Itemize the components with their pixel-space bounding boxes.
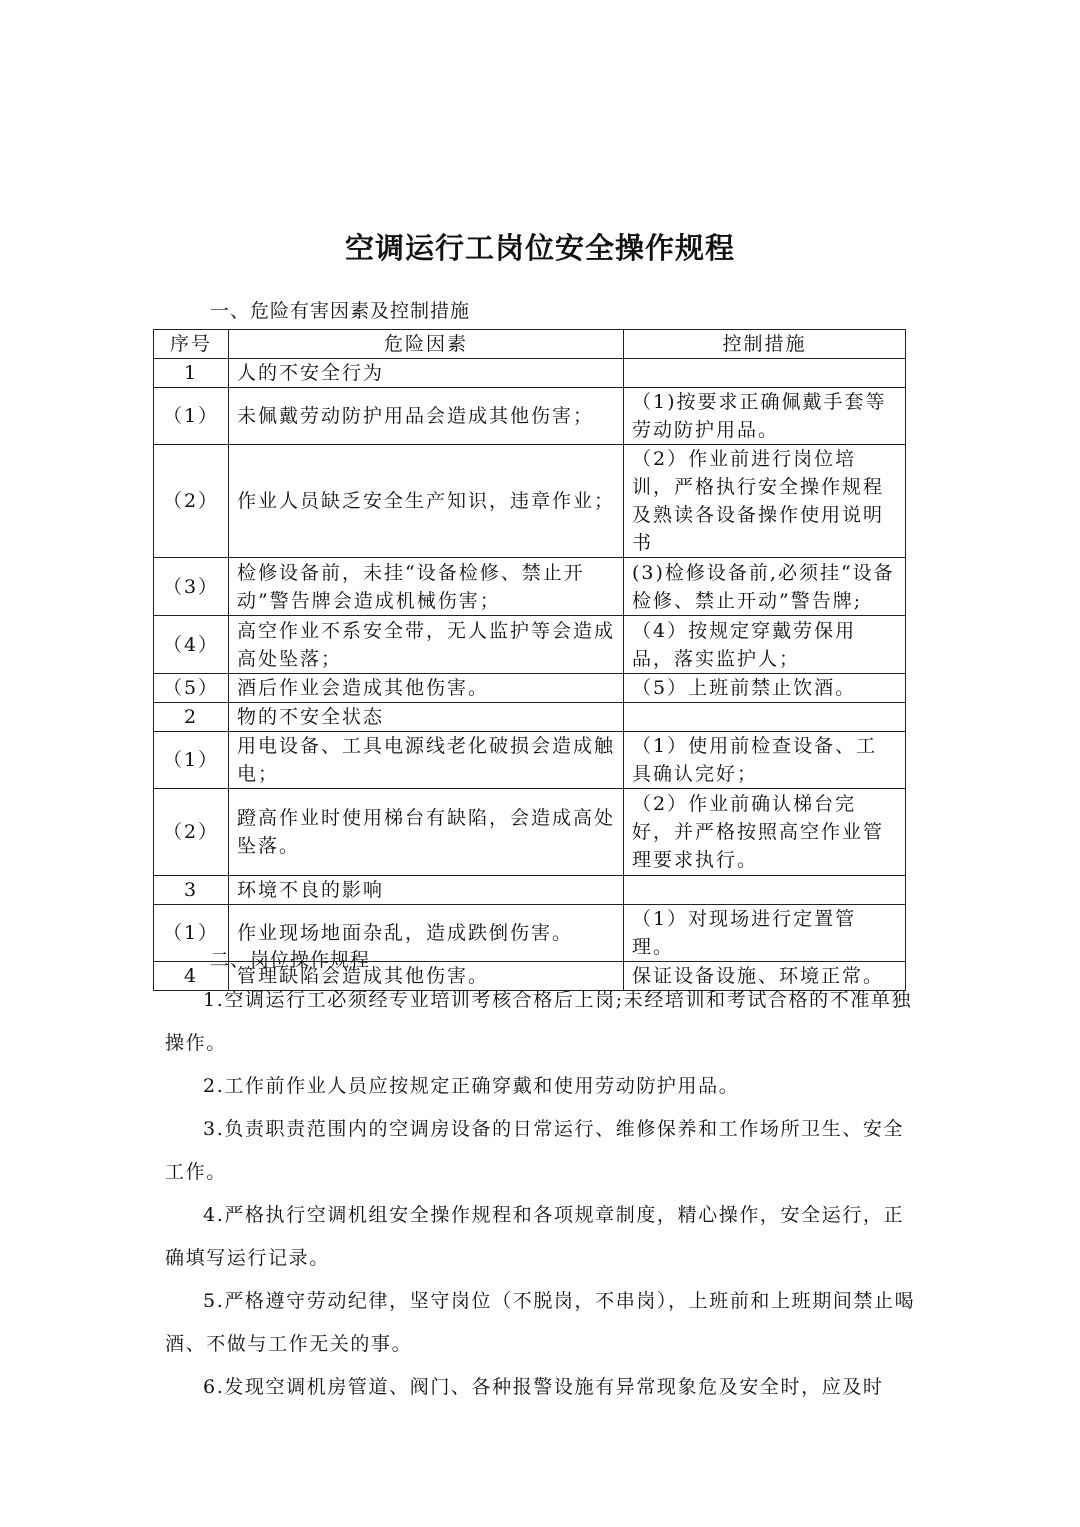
row-control [624, 703, 906, 732]
row-no: （5） [154, 674, 229, 703]
row-control: （1)按要求正确佩戴手套等劳动防护用品。 [624, 388, 906, 445]
table-row [154, 732, 906, 789]
row-no: （1） [154, 905, 229, 962]
row-hazard: 用电设备、工具电源线老化破损会造成触电； [229, 732, 624, 789]
hazard-control-table [153, 329, 906, 991]
row-control: （2）作业前进行岗位培训，严格执行安全操作规程及熟读各设备操作使用说明书 [624, 445, 906, 558]
row-control: （1）对现场进行定置管理。 [624, 905, 906, 962]
document-title: 空调运行工岗位安全操作规程 [344, 231, 735, 265]
row-hazard: 人的不安全行为 [229, 359, 624, 388]
table-header-row [154, 330, 906, 359]
row-hazard: 物的不安全状态 [229, 703, 624, 732]
row-hazard: 检修设备前，未挂“设备检修、禁止开动”警告牌会造成机械伤害； [229, 558, 624, 616]
row-no: 1 [154, 359, 229, 388]
procedure-paragraph-5: 5.严格遵守劳动纪律，坚守岗位（不脱岗，不串岗），上班前和上班期间禁止喝酒、不做与工作无关的事。 [165, 1290, 916, 1355]
procedure-paragraph-1: 1.空调运行工必须经专业培训考核合格后上岗;未经培训和考试合格的不准单独操作。 [165, 989, 913, 1054]
row-hazard: 未佩戴劳动防护用品会造成其他伤害； [229, 388, 624, 445]
table-row [154, 616, 906, 674]
row-no: 3 [154, 876, 229, 905]
row-control: (3)检修设备前,必须挂“设备检修、禁止开动”警告牌; [624, 558, 906, 616]
row-no: 2 [154, 703, 229, 732]
table-row [154, 876, 906, 905]
procedure-paragraph-2: 2.工作前作业人员应按规定正确穿戴和使用劳动防护用品。 [203, 1075, 740, 1097]
row-no: （1） [154, 732, 229, 789]
row-hazard: 作业人员缺乏安全生产知识，违章作业； [229, 445, 624, 558]
header-hazard: 危险因素 [229, 330, 624, 359]
procedure-paragraph-3: 3.负责职责范围内的空调房设备的日常运行、维修保养和工作场所卫生、安全工作。 [165, 1118, 905, 1183]
row-no: （3） [154, 558, 229, 616]
procedure-paragraph-6: 6.发现空调机房管道、阀门、各种报警设施有异常现象危及安全时，应及时 [203, 1376, 884, 1398]
row-hazard: 蹬高作业时使用梯台有缺陷，会造成高处坠落。 [229, 789, 624, 876]
table-row [154, 445, 906, 558]
row-control: （1）使用前检查设备、工具确认完好； [624, 732, 906, 789]
row-control: 保证设备设施、环境正常。 [624, 962, 906, 991]
table-row [154, 703, 906, 732]
procedure-paragraph-4: 4.严格执行空调机组安全操作规程和各项规章制度，精心操作，安全运行，正确填写运行记录。 [165, 1204, 905, 1269]
row-hazard: 高空作业不系安全带，无人监护等会造成高处坠落； [229, 616, 624, 674]
row-hazard: 酒后作业会造成其他伤害。 [229, 674, 624, 703]
table-row [154, 359, 906, 388]
table-row [154, 388, 906, 445]
row-no: （2） [154, 445, 229, 558]
row-no: 4 [154, 962, 229, 991]
row-control: （2）作业前确认梯台完好，并严格按照高空作业管理要求执行。 [624, 789, 906, 876]
row-hazard: 作业现场地面杂乱，造成跌倒伤害。 [229, 905, 624, 962]
section-heading-procedures: 二、岗位操作规程 [210, 949, 371, 971]
row-control [624, 359, 906, 388]
table-row [154, 789, 906, 876]
row-no: （2） [154, 789, 229, 876]
row-control: （5）上班前禁止饮酒。 [624, 674, 906, 703]
section-heading-hazards: 一、危险有害因素及控制措施 [210, 300, 471, 322]
row-no: （4） [154, 616, 229, 674]
table-row [154, 558, 906, 616]
header-no: 序号 [154, 330, 229, 359]
row-hazard: 管理缺陷会造成其他伤害。 [229, 962, 624, 991]
row-hazard: 环境不良的影响 [229, 876, 624, 905]
row-control [624, 876, 906, 905]
row-no: （1） [154, 388, 229, 445]
row-control: （4）按规定穿戴劳保用品，落实监护人； [624, 616, 906, 674]
header-control: 控制措施 [624, 330, 906, 359]
table-row [154, 674, 906, 703]
